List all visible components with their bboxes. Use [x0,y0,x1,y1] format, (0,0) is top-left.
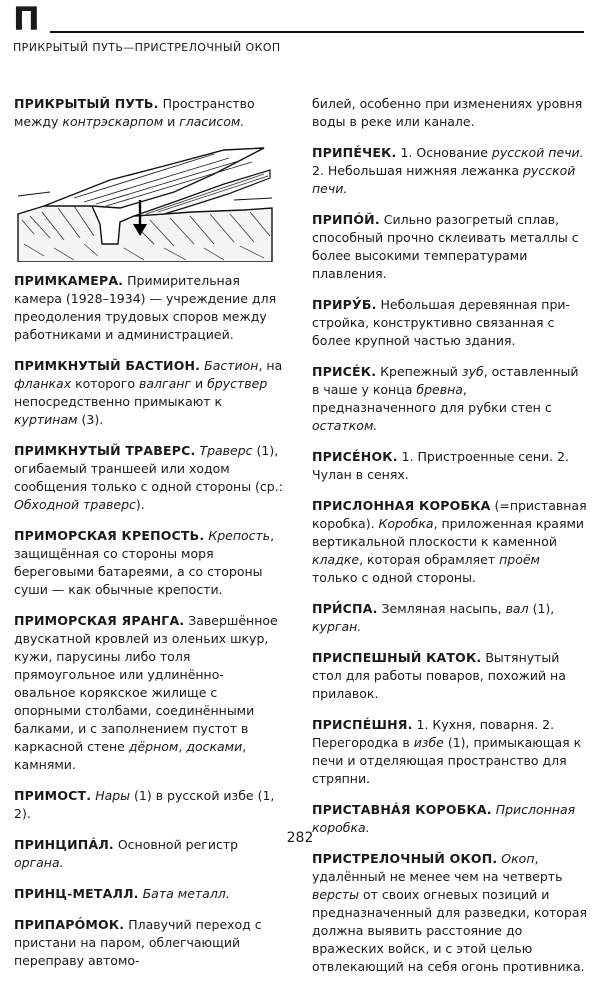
entry-headword: ПРИМКНУТЫЙ БАСТИОН. [14,358,201,373]
definition-text: 1. Пристроенные сени. 2. Чулан в сенях. [312,449,570,482]
entry-headword: ПРИСТАВНÁЯ КОРОБКА. [312,802,492,817]
cross-reference: курган. [312,619,362,634]
running-title: ПРИКРЫТЫЙ ПУТЬ—ПРИСТРЕЛОЧНЫЙ ОКОП [13,41,281,54]
definition-text: непосредственно примыкают к [14,394,223,409]
cross-reference: Траверс [199,443,253,458]
definition-text: билей, особенно при изменениях уровня воды в реке или канале. [312,96,583,129]
cross-reference: избе [413,735,444,750]
entry-headword: ПРИМКАМЕРА. [14,273,124,288]
page-number: 282 [286,830,314,846]
cross-reference: органа. [14,855,64,870]
dictionary-entry [312,850,588,976]
dictionary-entry [14,612,284,774]
cross-reference: гласисом. [179,114,245,129]
cross-reference: кладке [312,552,360,567]
cross-reference: зуб [461,364,484,379]
entry-headword: ПРИМОРСКАЯ КРЕПОСТЬ. [14,528,205,543]
dictionary-entry [14,272,284,344]
section-letter: П [13,0,40,38]
entry-headword: ПРИНЦИПÁЛ. [14,837,114,852]
cross-reference: Обходной траверс [14,497,136,512]
dictionary-entry [14,357,284,429]
dictionary-entry [14,527,284,599]
dictionary-entry [14,95,284,131]
cross-reference: куртинам [14,412,78,427]
definition-text: , которая обрамляет [359,552,500,567]
cross-reference: вал [505,601,529,616]
dictionary-entry [312,296,588,350]
cross-reference: версты [312,887,360,902]
definition-text: , камнями. [14,739,247,772]
definition-text: Примирительная камера (1928–1934) — учреждение для преодоления трудовых споров между работниками и администрацией. [14,273,277,342]
definition-text: 1. Основание [396,145,492,160]
definition-text: Пространство между [14,96,255,129]
definition-text: Основной регистр [113,837,239,852]
entry-headword: ПРИСÉК. [312,364,377,379]
definition-text: и [163,114,180,129]
entry-headword: ПРИКРЫТЫЙ ПУТЬ. [14,96,159,111]
cross-reference: русской печи. [491,145,584,160]
left-column [14,95,284,983]
definition-text: (1), примыкающая к печи и отделяющая пространство для стряпни. [312,735,582,786]
header-rule [50,31,584,33]
dictionary-entry [14,787,284,823]
cross-reference: Прислонная коробка. [312,802,576,835]
cross-reference: досками [186,739,243,754]
entry-headword: ПРИМКНУТЫЙ ТРАВЕРС. [14,443,196,458]
definition-text: и [190,376,208,391]
definition-text: (3). [77,412,104,427]
dictionary-entry [312,716,588,788]
definition-text: Земляная насыпь, [377,601,506,616]
dictionary-entry [312,600,588,636]
entry-headword: ПРИПАРÓМОК. [14,917,125,932]
cross-reference: Бастион [204,358,259,373]
definition-text: только с одной стороны. [312,570,476,585]
definition-text: от своих огневых позиций и предназначенный для разведки, которая должна выявить расстояние до вражеских войск, и с этой целью отвлекающий на себя огонь противника. [312,887,588,974]
entry-headword: ПРИРУ́Б. [312,297,377,312]
entry-headword: ПРИМОРСКАЯ ЯРАНГА. [14,613,185,628]
cross-reference: контрэскарпом [62,114,164,129]
dictionary-entry [312,497,588,587]
cross-reference: дёрном [128,739,179,754]
entry-headword: ПРИПÉЧЕК. [312,145,397,160]
cross-reference: бруствер [207,376,268,391]
definition-text: (1) в русской избе (1, 2). [14,788,275,821]
cross-reference: Бата металл. [142,886,230,901]
definition-text: , на [258,358,283,373]
definition-text: (=приставная коробка). [312,498,587,531]
entry-headword: ПРИСПЕШНЫЙ КАТОК. [312,650,482,665]
dictionary-entry [312,649,588,703]
cross-reference: Крепость [208,528,271,543]
dictionary-entry [14,442,284,514]
cross-reference: русской печи. [312,163,576,196]
definition-text: Небольшая деревянная пристройка, конструктивно связанная с более крупной частью здания. [312,297,571,348]
entry-headword: ПРИСЛОННАЯ КОРОБКА [312,498,491,513]
definition-text: , [178,739,187,754]
entry-headword: ПРИНЦ-МЕТАЛЛ. [14,886,139,901]
dictionary-entry [312,363,588,435]
cross-reference: проём [499,552,540,567]
cross-reference: Окоп [501,851,535,866]
dictionary-entry [14,916,284,970]
entry-headword: ПРИ́СПА. [312,601,378,616]
entry-headword: ПРИПÓЙ. [312,212,380,227]
right-column [312,95,588,989]
dictionary-entry [312,95,588,131]
definition-text: Крепежный [376,364,462,379]
dictionary-entry [312,211,588,283]
definition-text: (1), огибаемый траншеей или ходом сообщения только с одной стороны (ср.: [14,443,283,494]
definition-text: , предназначенного для рубки стен с [312,382,552,415]
cross-reference: фланках [14,376,72,391]
definition-text: , оставленный в чаше у конца [312,364,579,397]
cross-reference: бревна [416,382,463,397]
definition-text: которого [71,376,139,391]
cross-reference: Коробка [378,516,434,531]
dictionary-entry [312,144,588,198]
definition-text: Завершённое двускатной кровлей из оленьих шкур, кужи, парусины либо толя прямоугольное или удлинённо-овальное корякское жилище с опорными столбами, соединёнными балками, и с заполнением пустот в каркасной стене [14,613,278,754]
definition-text: , удалённый не менее чем на четверть [312,851,563,884]
definition-text: ). [135,497,145,512]
cross-reference: остатком. [312,418,378,433]
definition-text: 1. Кухня, поварня. 2. Перегородка в [312,717,555,750]
definition-text: , приложенная краями вертикальной плоскости к каменной [312,516,585,549]
dictionary-entry [14,885,284,903]
definition-text: , защищённая со стороны моря береговыми батареями, а со стороны суши — как обычные крепости. [14,528,275,597]
definition-text: Плавучий переход с пристани на паром, облегчающий переправу автомо- [14,917,262,968]
cross-reference: валганг [139,376,191,391]
cross-reference: Нары [95,788,131,803]
entry-headword: ПРИМОСТ. [14,788,92,803]
covered-way-illustration [14,144,276,262]
entry-headword: ПРИСТРЕЛОЧНЫЙ ОКОП. [312,851,498,866]
definition-text: Сильно разогретый сплав, способный прочно склеивать металлы с более высокими температурами плавления. [312,212,579,281]
entry-headword: ПРИСÉНОК. [312,449,398,464]
entry-headword: ПРИСПÉШНЯ. [312,717,413,732]
definition-text: 2. Небольшая нижняя лежанка [312,163,523,178]
dictionary-entry [312,448,588,484]
definition-text: Вытянутый стол для работы поваров, похожий на прилавок. [312,650,566,701]
definition-text: (1), [528,601,555,616]
